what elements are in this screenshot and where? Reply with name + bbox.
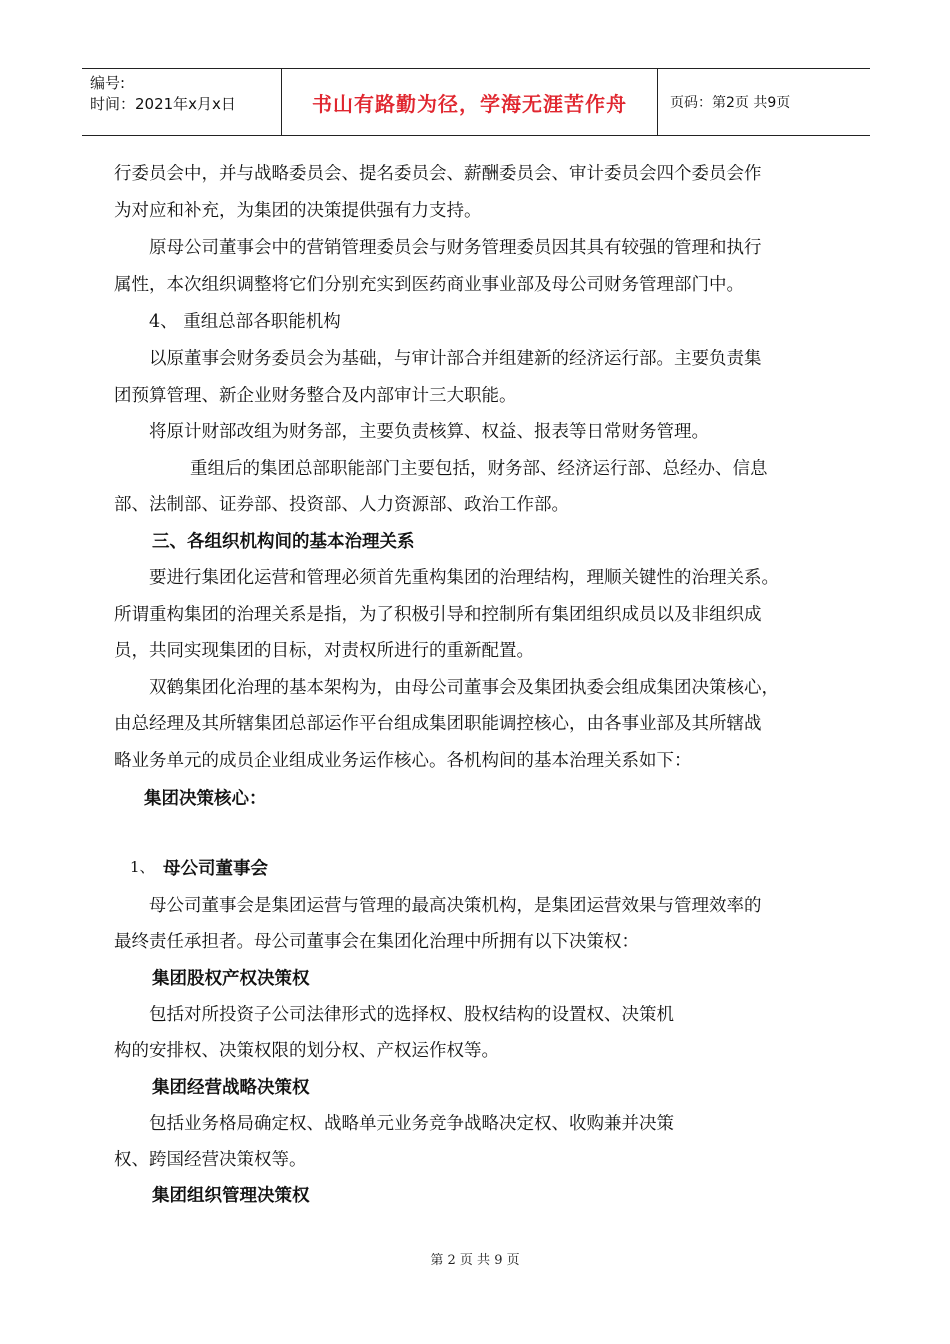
header-motto: 书山有路勤为径，学海无涯苦作舟 xyxy=(312,91,627,116)
paragraph-line: 属性，本次组织调整将它们分别充实到医药商业事业部及母公司财务管理部门中。 xyxy=(114,275,744,295)
paragraph-line: 重组后的集团总部职能部门主要包括，财务部、经济运行部、总经办、信息 xyxy=(190,459,768,479)
document-number-label: 编号: xyxy=(90,74,126,92)
paragraph-line: 原母公司董事会中的营销管理委员会与财务管理委员因其具有较强的管理和执行 xyxy=(149,238,762,258)
header-motto-cell xyxy=(282,69,658,135)
paragraph-line: 包括业务格局确定权、战略单元业务竞争战略决定权、收购兼并决策 xyxy=(149,1114,674,1134)
paragraph-line: 部、法制部、证券部、投资部、人力资源部、政治工作部。 xyxy=(114,495,569,515)
paragraph-line: 最终责任承担者。母公司董事会在集团化治理中所拥有以下决策权： xyxy=(114,932,639,952)
subsection-heading: 集团经营战略决策权 xyxy=(152,1078,310,1098)
list-number: 1、 xyxy=(130,858,155,876)
subsection-heading: 集团组织管理决策权 xyxy=(152,1186,310,1206)
paragraph-line: 包括对所投资子公司法律形式的选择权、股权结构的设置权、决策机 xyxy=(149,1005,674,1025)
section-heading: 4、 重组总部各职能机构 xyxy=(149,312,341,332)
document-time-label: 时间：2021年x月x日 xyxy=(90,95,236,113)
paragraph-line: 将原计财部改组为财务部，主要负责核算、权益、报表等日常财务管理。 xyxy=(149,422,709,442)
header-meta xyxy=(82,69,282,135)
paragraph-line: 略业务单元的成员企业组成业务运作核心。各机构间的基本治理关系如下： xyxy=(114,751,692,771)
paragraph-line: 团预算管理、新企业财务整合及内部审计三大职能。 xyxy=(114,386,517,406)
subsection-heading: 母公司董事会 xyxy=(163,859,268,879)
paragraph-line: 所谓重构集团的治理关系是指，为了积极引导和控制所有集团组织成员以及非组织成 xyxy=(114,605,762,625)
paragraph-line: 由总经理及其所辖集团总部运作平台组成集团职能调控核心，由各事业部及其所辖战 xyxy=(114,714,762,734)
paragraph-line: 为对应和补充，为集团的决策提供强有力支持。 xyxy=(114,201,482,221)
subsection-heading: 集团决策核心： xyxy=(144,789,267,809)
paragraph-line: 双鹤集团化治理的基本架构为，由母公司董事会及集团执委会组成集团决策核心， xyxy=(149,678,779,698)
page-footer: 第 2 页 共 9 页 xyxy=(430,1253,520,1268)
paragraph-line: 要进行集团化运营和管理必须首先重构集团的治理结构，理顺关键性的治理关系。 xyxy=(149,568,779,588)
paragraph-line: 权、跨国经营决策权等。 xyxy=(114,1150,307,1170)
paragraph-line: 构的安排权、决策权限的划分权、产权运作权等。 xyxy=(114,1041,499,1061)
header-page-info: 页码：第2页 共9页 xyxy=(670,95,791,111)
paragraph-line: 员，共同实现集团的目标，对责权所进行的重新配置。 xyxy=(114,641,534,661)
paragraph-line: 母公司董事会是集团运营与管理的最高决策机构，是集团运营效果与管理效率的 xyxy=(149,896,762,916)
paragraph-line: 行委员会中，并与战略委员会、提名委员会、薪酬委员会、审计委员会四个委员会作 xyxy=(114,164,762,184)
page-header xyxy=(82,68,870,136)
subsection-heading: 集团股权产权决策权 xyxy=(152,969,310,989)
section-heading: 三、各组织机构间的基本治理关系 xyxy=(152,532,415,552)
paragraph-line: 以原董事会财务委员会为基础，与审计部合并组建新的经济运行部。主要负责集 xyxy=(149,349,762,369)
